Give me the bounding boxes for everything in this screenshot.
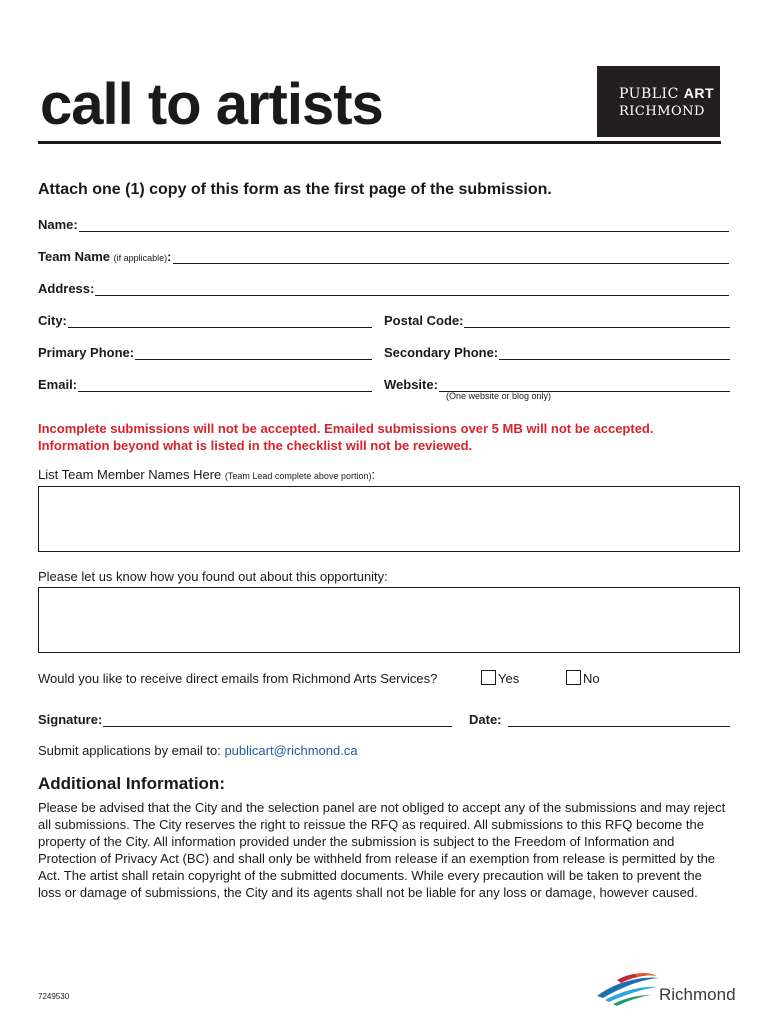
submit-text: Submit applications by email to: <box>38 743 225 758</box>
team-members-label: List Team Member Names Here (Team Lead complete above portion): <box>38 467 376 482</box>
email-input-line[interactable] <box>78 378 372 392</box>
logo-text-richmond: RICHMOND <box>619 104 705 119</box>
postal-code-field[interactable] <box>384 312 730 328</box>
date-field[interactable] <box>469 711 730 727</box>
warning-line-1: Incomplete submissions will not be accepted. Emailed submissions over 5 MB will not be accepted. <box>38 421 654 436</box>
logo-text-public: PUBLIC <box>619 86 684 102</box>
postal-code-input-line[interactable] <box>464 314 730 328</box>
richmond-logo-text: Richmond <box>659 985 736 1004</box>
primary-phone-field[interactable] <box>38 344 372 360</box>
website-label: Website: <box>384 377 438 392</box>
warning-line-2: Information beyond what is listed in the checklist will not be reviewed. <box>38 438 473 453</box>
email-field[interactable] <box>38 376 372 392</box>
team-name-input-line[interactable] <box>173 250 729 264</box>
team-members-textbox[interactable] <box>38 486 740 552</box>
submit-instructions <box>38 743 358 758</box>
page-title: call to artists <box>40 72 383 137</box>
team-name-label: Team Name (if applicable): <box>38 249 172 264</box>
no-option[interactable] <box>566 670 600 686</box>
postal-code-label: Postal Code: <box>384 313 464 328</box>
no-checkbox[interactable] <box>566 670 581 685</box>
signature-input-line[interactable] <box>103 713 452 727</box>
logo-text-art: ART <box>683 85 715 101</box>
website-hint: (One website or blog only) <box>446 391 552 401</box>
website-field[interactable] <box>384 376 730 392</box>
name-input-line[interactable] <box>79 218 729 232</box>
additional-info-heading: Additional Information: <box>38 774 225 793</box>
secondary-phone-label: Secondary Phone: <box>384 345 499 360</box>
address-input-line[interactable] <box>95 282 729 296</box>
name-field[interactable] <box>38 216 729 232</box>
document-number: 7249530 <box>38 992 70 1001</box>
team-name-field[interactable] <box>38 248 729 264</box>
submit-email-link[interactable]: publicart@richmond.ca <box>224 743 358 758</box>
public-art-richmond-logo <box>597 66 720 137</box>
no-label: No <box>583 671 600 686</box>
name-label: Name: <box>38 217 78 232</box>
yes-option[interactable] <box>481 670 519 686</box>
yes-checkbox[interactable] <box>481 670 496 685</box>
city-input-line[interactable] <box>68 314 372 328</box>
secondary-phone-field[interactable] <box>384 344 730 360</box>
primary-phone-input-line[interactable] <box>135 346 372 360</box>
city-label: City: <box>38 313 67 328</box>
additional-info-text: Please be advised that the City and the selection panel are not obliged to accept any of the submissions and may reject all submissions. The City reserves the right to reissue the RFQ as required. All submissions to this RFQ become the property of the City. All information provided under the submission is subject to the Freedom of Information and Protection of Privacy Act (BC) and shall only be withheld from release if an exemption from release is permitted by the Act. The artist shall retain copyright of the submitted documents. While every precaution will be taken to prevent the loss or damage of submissions, the City and its agents shall not be liable for any loss or damage, however caused. <box>38 800 726 900</box>
submission-warning <box>38 420 728 454</box>
city-field[interactable] <box>38 312 372 328</box>
primary-phone-label: Primary Phone: <box>38 345 135 360</box>
emails-question: Would you like to receive direct emails from Richmond Arts Services? <box>38 671 438 686</box>
date-label: Date: <box>469 712 502 727</box>
title-divider <box>38 141 721 144</box>
found-out-label: Please let us know how you found out about this opportunity: <box>38 569 388 584</box>
signature-label: Signature: <box>38 712 103 727</box>
date-input-line[interactable] <box>508 713 730 727</box>
team-name-note: (if applicable) <box>113 253 168 263</box>
secondary-phone-input-line[interactable] <box>499 346 730 360</box>
form-instruction: Attach one (1) copy of this form as the first page of the submission. <box>38 181 552 198</box>
team-members-note: (Team Lead complete above portion) <box>224 471 372 481</box>
yes-label: Yes <box>498 671 520 686</box>
signature-field[interactable] <box>38 711 452 727</box>
address-field[interactable] <box>38 280 729 296</box>
address-label: Address: <box>38 281 95 296</box>
website-input-line[interactable] <box>439 378 730 392</box>
email-label: Email: <box>38 377 78 392</box>
found-out-textbox[interactable] <box>38 587 740 653</box>
